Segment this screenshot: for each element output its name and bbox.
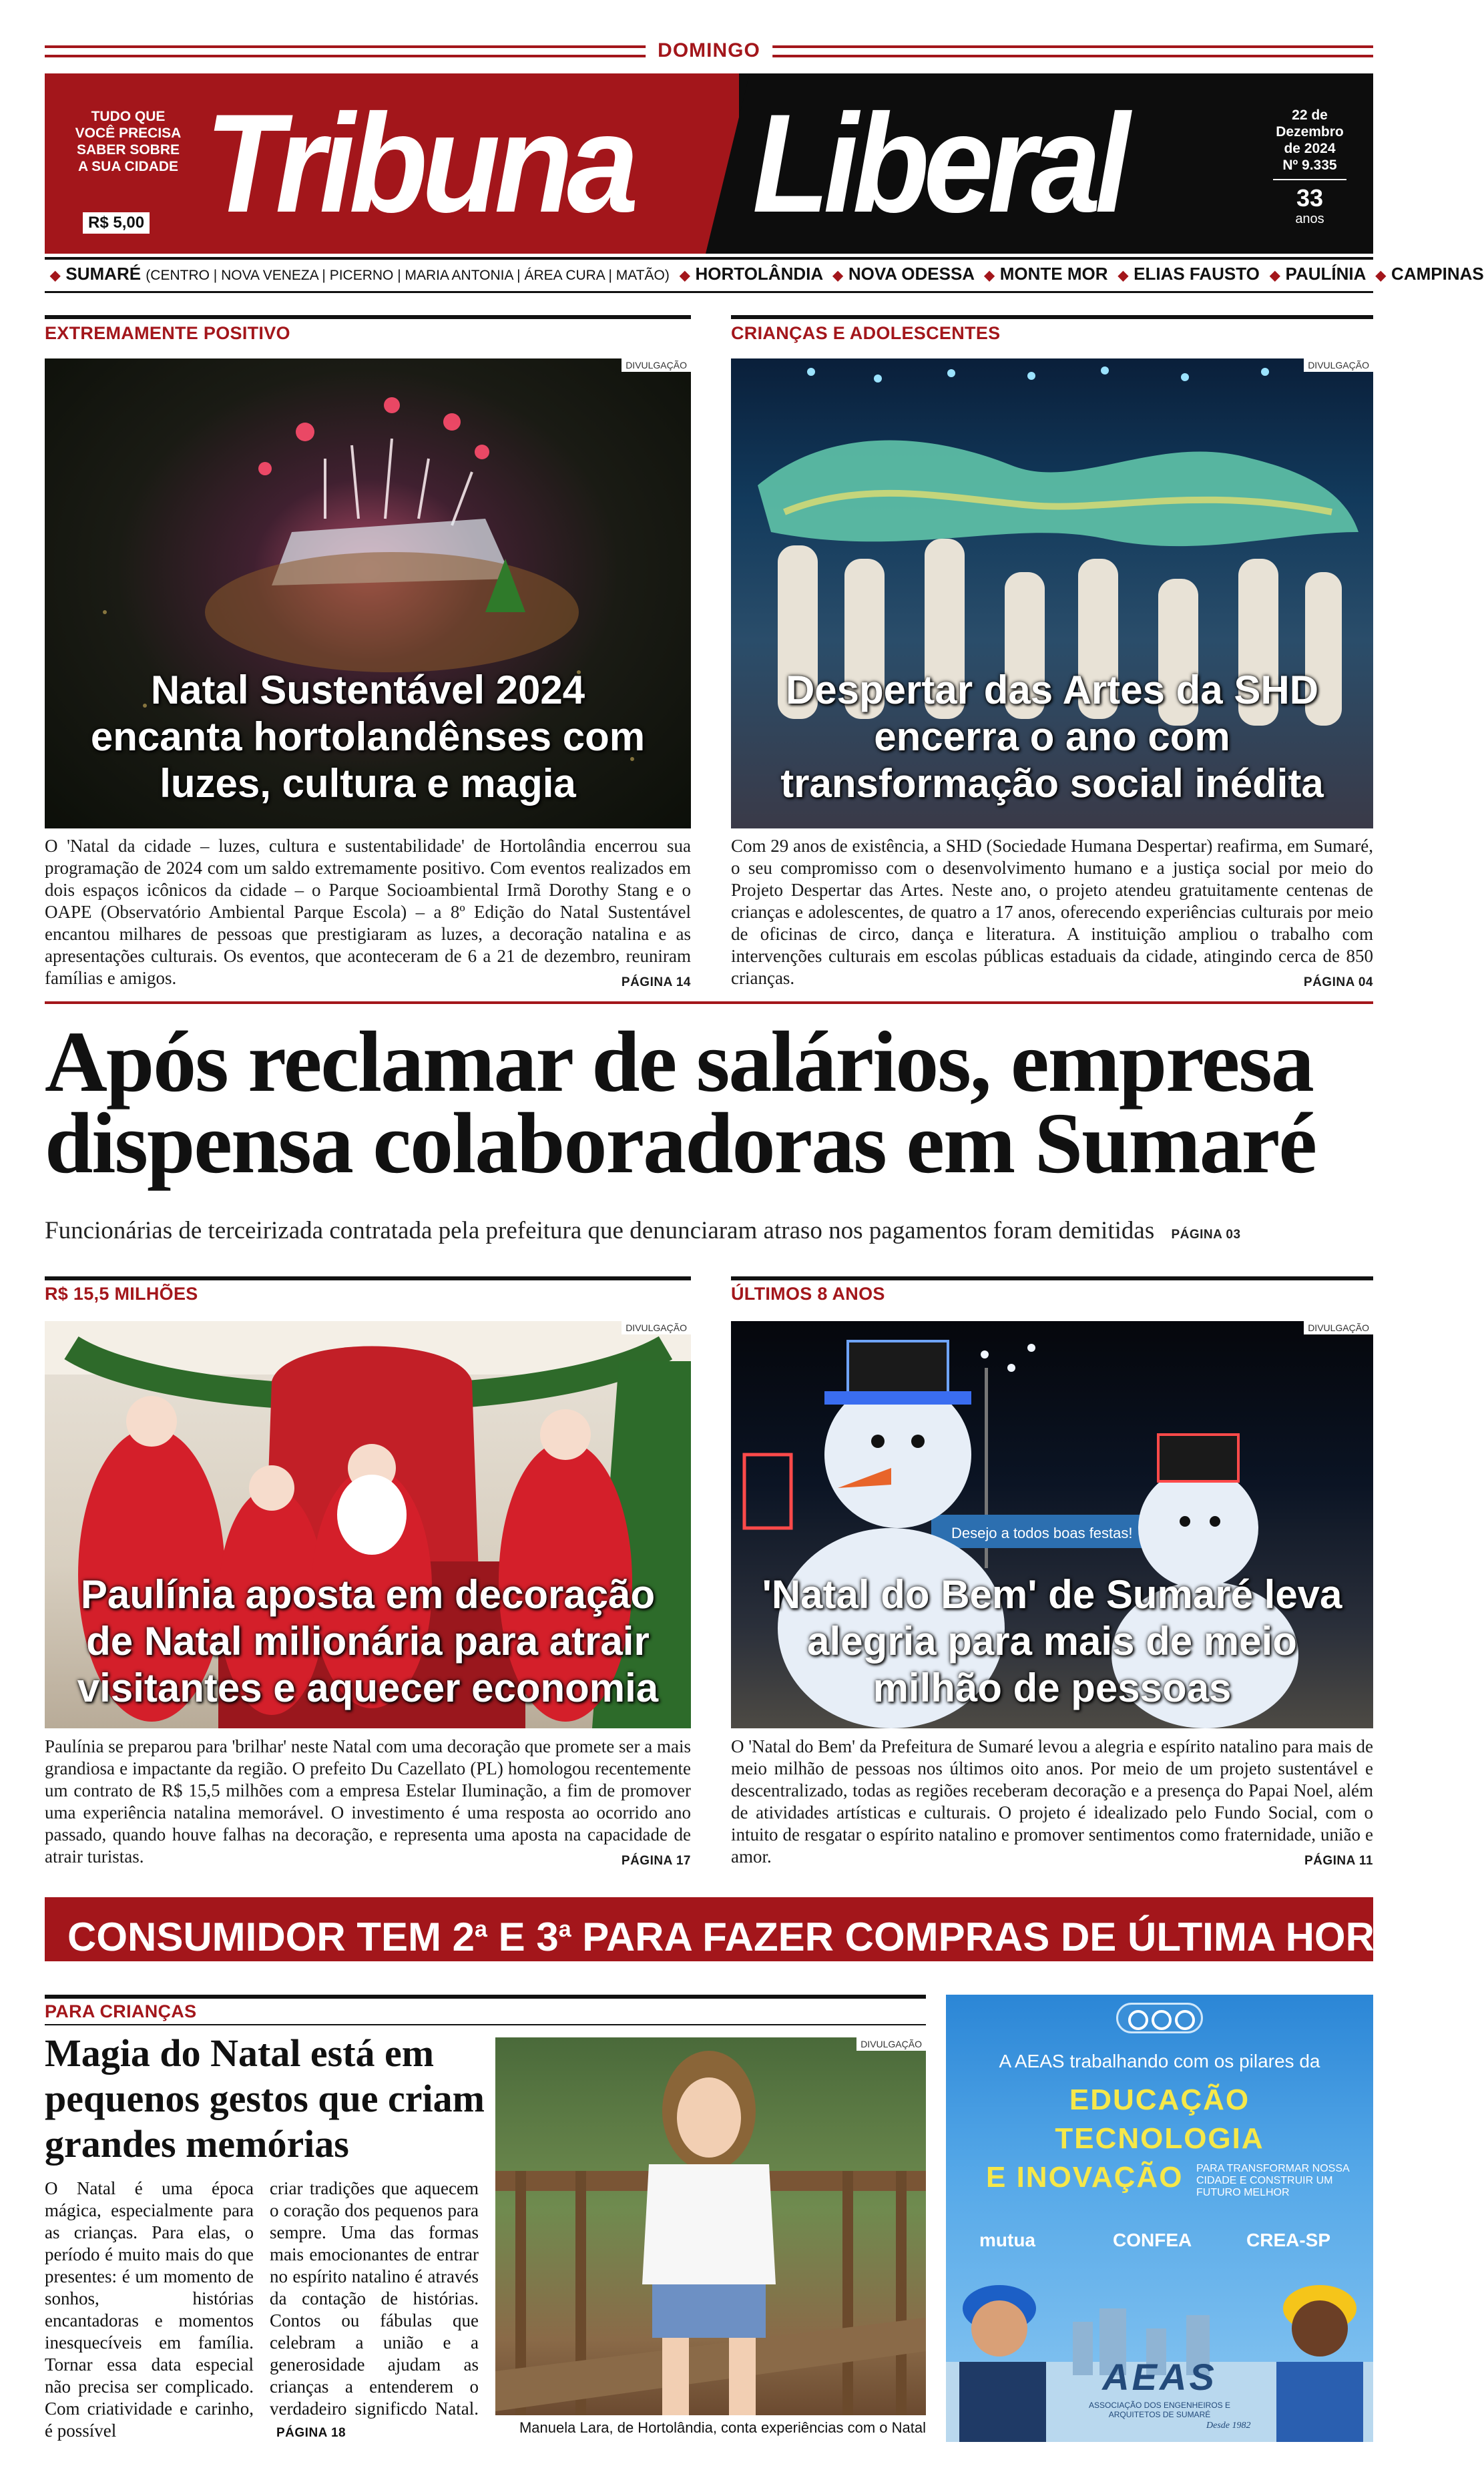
story4-page-ref[interactable]: PÁGINA 11	[1304, 1854, 1373, 1868]
section-rule	[45, 1276, 691, 1280]
snowmen-sign-text: Desejo a todos boas festas!	[951, 1525, 1133, 1541]
main-subhead-text: Funcionárias de terceirizada contratada pela prefeitura que denunciaram atraso nos pagamentos foram demitidas	[45, 1217, 1155, 1244]
story1-body	[45, 835, 691, 993]
city-sumare[interactable]: SUMARÉ	[65, 264, 142, 284]
city-sumare-districts: (CENTRO | NOVA VENEZA | PICERNO | MARIA ANTONIA | ÁREA CURA | MATÃO)	[146, 268, 670, 283]
banner-sup-1: a	[475, 1917, 487, 1942]
partner-crea-sp: CREA-SP	[1246, 2230, 1331, 2250]
story2-photo[interactable]	[731, 358, 1373, 828]
story5-col2-text: criar tradições que aquecem o coração dos pequenos para sempre. Uma das formas mais emocionantes de entrar no espírito natalino é através da contação de histórias. Contos ou fábulas que celebram a união e a generosidade ajudam as crianças a entenderem o verdadeiro significdo Natal.	[270, 2178, 479, 2419]
masthead	[45, 73, 1373, 254]
banner-sup-2: a	[558, 1917, 571, 1942]
story2-text: Com 29 anos de existência, a SHD (Sociedade Humana Despertar) reafirma, em Sumaré, o seu compromisso com o desenvolvimento humano e a justiça social por meio do Projeto Despertar das Artes. Neste ano, o projeto atendeu gratuitamente centenas de crianças e adolescentes, de quatro a 17 anos, oferecendo experiências culturais por meio de oficinas de circo, dança e literatura. A instituição ampliou o trabalho com intervenções culturais em escolas públicas estaduais da cidade, atingindo cerca de 850 crianças.	[731, 836, 1373, 988]
story5-page-ref[interactable]: PÁGINA 18	[276, 2426, 346, 2440]
city-navigation	[45, 264, 1484, 286]
story2-kicker: CRIANÇAS E ADOLESCENTES	[731, 323, 1001, 343]
aeas-advertisement[interactable]	[946, 1995, 1373, 2442]
date-line-3: de 2024	[1284, 141, 1336, 156]
story1-photo[interactable]	[45, 358, 691, 828]
masthead-price: R$ 5,00	[83, 212, 150, 234]
story2-title[interactable]: Despertar das Artes da SHD encerra o ano com transformação social inédita	[780, 668, 1324, 806]
story5-col2	[270, 2178, 479, 2444]
section-rule	[45, 315, 691, 319]
girl-portrait-image	[495, 2037, 926, 2415]
partner-mutua: mutua	[979, 2230, 1035, 2250]
aeas-since: Desde 1982	[1206, 2421, 1251, 2431]
aeas-logo: AEAS	[1102, 2356, 1217, 2398]
years-number: 33	[1296, 184, 1324, 212]
story1-text: O 'Natal da cidade – luzes, cultura e sustentabilidade' de Hortolândia encerrou sua programação de 2024 com um saldo extremamente positivo. Com eventos realizados em dois espaços icônicos da cidade – o Parque Socioambiental Irmã Dorothy Stang e o OAPE (Observatório Ambiental Parque Escola) – a 8º Edição do Natal Sustentável encantou milhares de pessoas que prestigiaram as luzes, a decoração natalina e as apresentações culturais. Os eventos, que aconteceram de 6 a 21 de dezembro, reuniram famílias e amigos.	[45, 836, 691, 988]
city-item[interactable]: CAMPINAS	[1391, 264, 1484, 284]
city-item[interactable]: ELIAS FAUSTO	[1134, 264, 1260, 284]
photo-credit: DIVULGAÇÃO	[856, 2037, 926, 2051]
diamond-icon: ◆	[832, 268, 843, 283]
date-line-2: Dezembro	[1276, 124, 1344, 140]
logo-word-liberal: Liberal	[752, 85, 1124, 242]
main-subhead	[45, 1216, 1373, 1245]
story4-text: O 'Natal do Bem' da Prefeitura de Sumaré levou a alegria e espírito natalino para mais de meio milhão de pessoas nos últimos oito anos. Por meio de um projeto sustentável e descentralizado, todas as regiões receberam decoração e a presença do Papai Noel, além de atividades artísticas e culturais. O projeto é idealizado pelo Fundo Social, com o intuito de resgatar o espírito natalino e promover sentimentos como fraternidade, união e amor.	[731, 1736, 1373, 1867]
section-rule	[731, 315, 1373, 319]
divider	[45, 257, 1373, 260]
divider	[45, 291, 1373, 293]
divider	[45, 2024, 926, 2025]
edition-number: Nº 9.335	[1282, 158, 1337, 173]
logo-word-tribuna: Tribuna	[205, 85, 633, 242]
diamond-icon: ◆	[50, 268, 61, 283]
diamond-icon: ◆	[1270, 268, 1280, 283]
story3-title[interactable]: Paulínia aposta em decoração de Natal milionária para atrair visitantes e aquecer economia	[77, 1572, 659, 1710]
banner-text-2: E 3	[487, 1915, 559, 1959]
story3-photo[interactable]	[45, 1321, 691, 1728]
section-rule	[731, 1276, 1373, 1280]
masthead-tagline: TUDO QUE VOCÊ PRECISA SABER SOBRE A SUA CIDADE	[75, 109, 182, 174]
story5-title[interactable]: Magia do Natal está em pequenos gestos que criam grandes memórias	[45, 2031, 485, 2166]
city-item[interactable]: NOVA ODESSA	[848, 264, 975, 284]
story3-kicker: R$ 15,5 MILHÕES	[45, 1284, 198, 1304]
story3-text: Paulínia se preparou para 'brilhar' neste Natal com uma decoração que promete ser a mais grandiosa e impactante da região. O prefeito Du Cazellato (PL) homologou recentemente um contrato de R$ 15,5 milhões com a empresa Estelar Iluminação, a fim de promover uma experiência natalina memorável. O investimento é uma resposta ao ocorrido ano passado, quando houve falhas na decoração, e representa uma aposta na capacidade de atrair turistas.	[45, 1736, 691, 1867]
diamond-icon: ◆	[1118, 268, 1129, 283]
ad-intro: A AEAS trabalhando com os pilares da	[999, 2051, 1320, 2071]
city-item[interactable]: PAULÍNIA	[1285, 264, 1366, 284]
ad-tagline: PARA TRANSFORMAR NOSSA CIDADE E CONSTRUIR UM FUTURO MELHOR	[1196, 2163, 1349, 2198]
banner-text-1: CONSUMIDOR TEM 2	[67, 1915, 475, 1959]
story3-page-ref[interactable]: PÁGINA 17	[621, 1854, 691, 1868]
banner-text-3: PARA FAZER COMPRAS DE ÚLTIMA HORA	[571, 1915, 1403, 1959]
diamond-icon: ◆	[1375, 268, 1387, 283]
photo-credit: DIVULGAÇÃO	[1304, 1321, 1373, 1334]
story5-caption: Manuela Lara, de Hortolândia, conta experiências com o Natal	[519, 2419, 926, 2436]
story5-col1: O Natal é uma época mágica, especialmente para as crianças. Para elas, o período é muito mais do que presentes: é um momento de sonhos, histórias encantadoras e momentos inesquecíveis em família. Tornar essa data especial não precisa ser complicado. Com criatividade e carinho, é possível	[45, 2178, 254, 2441]
story4-body	[731, 1736, 1373, 1872]
photo-credit: DIVULGAÇÃO	[622, 1321, 691, 1334]
story1-page-ref[interactable]: PÁGINA 14	[621, 975, 691, 989]
masthead-day-band	[45, 40, 1373, 61]
date-line-1: 22 de	[1292, 107, 1328, 123]
story4-title[interactable]: 'Natal do Bem' de Sumaré leva alegria para mais de meio milhão de pessoas	[762, 1572, 1342, 1710]
story2-page-ref[interactable]: PÁGINA 04	[1303, 975, 1373, 989]
story3-body	[45, 1736, 691, 1872]
story2-body	[731, 835, 1373, 993]
story1-kicker: EXTREMAMENTE POSITIVO	[45, 323, 290, 343]
diamond-icon: ◆	[984, 268, 995, 283]
consumer-banner[interactable]	[45, 1897, 1479, 1961]
story4-kicker: ÚLTIMOS 8 ANOS	[731, 1284, 885, 1304]
story5-photo[interactable]	[495, 2037, 926, 2415]
main-headline[interactable]: Após reclamar de salários, empresa dispensa colaboradoras em Sumaré	[45, 1014, 1316, 1192]
aeas-logo-sub: ASSOCIAÇÃO DOS ENGENHEIROS E ARQUITETOS DE SUMARÉ	[1088, 2401, 1231, 2419]
photo-credit: DIVULGAÇÃO	[1304, 358, 1373, 372]
partner-confea: CONFEA	[1113, 2230, 1192, 2250]
ad-pillar-2: TECNOLOGIA	[1055, 2122, 1264, 2155]
ad-pillar-1: EDUCAÇÃO	[1069, 2083, 1250, 2116]
ad-pillar-3: E INOVAÇÃO	[986, 2161, 1184, 2194]
divider	[45, 1001, 1373, 1004]
banner-page-ref[interactable]: PÁG. 07	[1419, 1937, 1479, 1954]
section-rule	[45, 1995, 926, 1999]
years-label: anos	[1295, 212, 1324, 226]
masthead-day: DOMINGO	[646, 40, 772, 61]
main-page-ref[interactable]: PÁGINA 03	[1171, 1228, 1241, 1242]
story1-title[interactable]: Natal Sustentável 2024 encanta hortolandênses com luzes, cultura e magia	[90, 668, 646, 806]
photo-credit: DIVULGAÇÃO	[622, 358, 691, 372]
masthead-date-info	[1266, 107, 1353, 228]
diamond-icon: ◆	[680, 268, 690, 283]
city-item[interactable]: HORTOLÂNDIA	[695, 264, 823, 284]
city-item[interactable]: MONTE MOR	[999, 264, 1108, 284]
story5-kicker: PARA CRIANÇAS	[45, 2001, 197, 2021]
gear-icon	[1116, 2003, 1203, 2033]
story4-photo[interactable]	[731, 1321, 1373, 1728]
